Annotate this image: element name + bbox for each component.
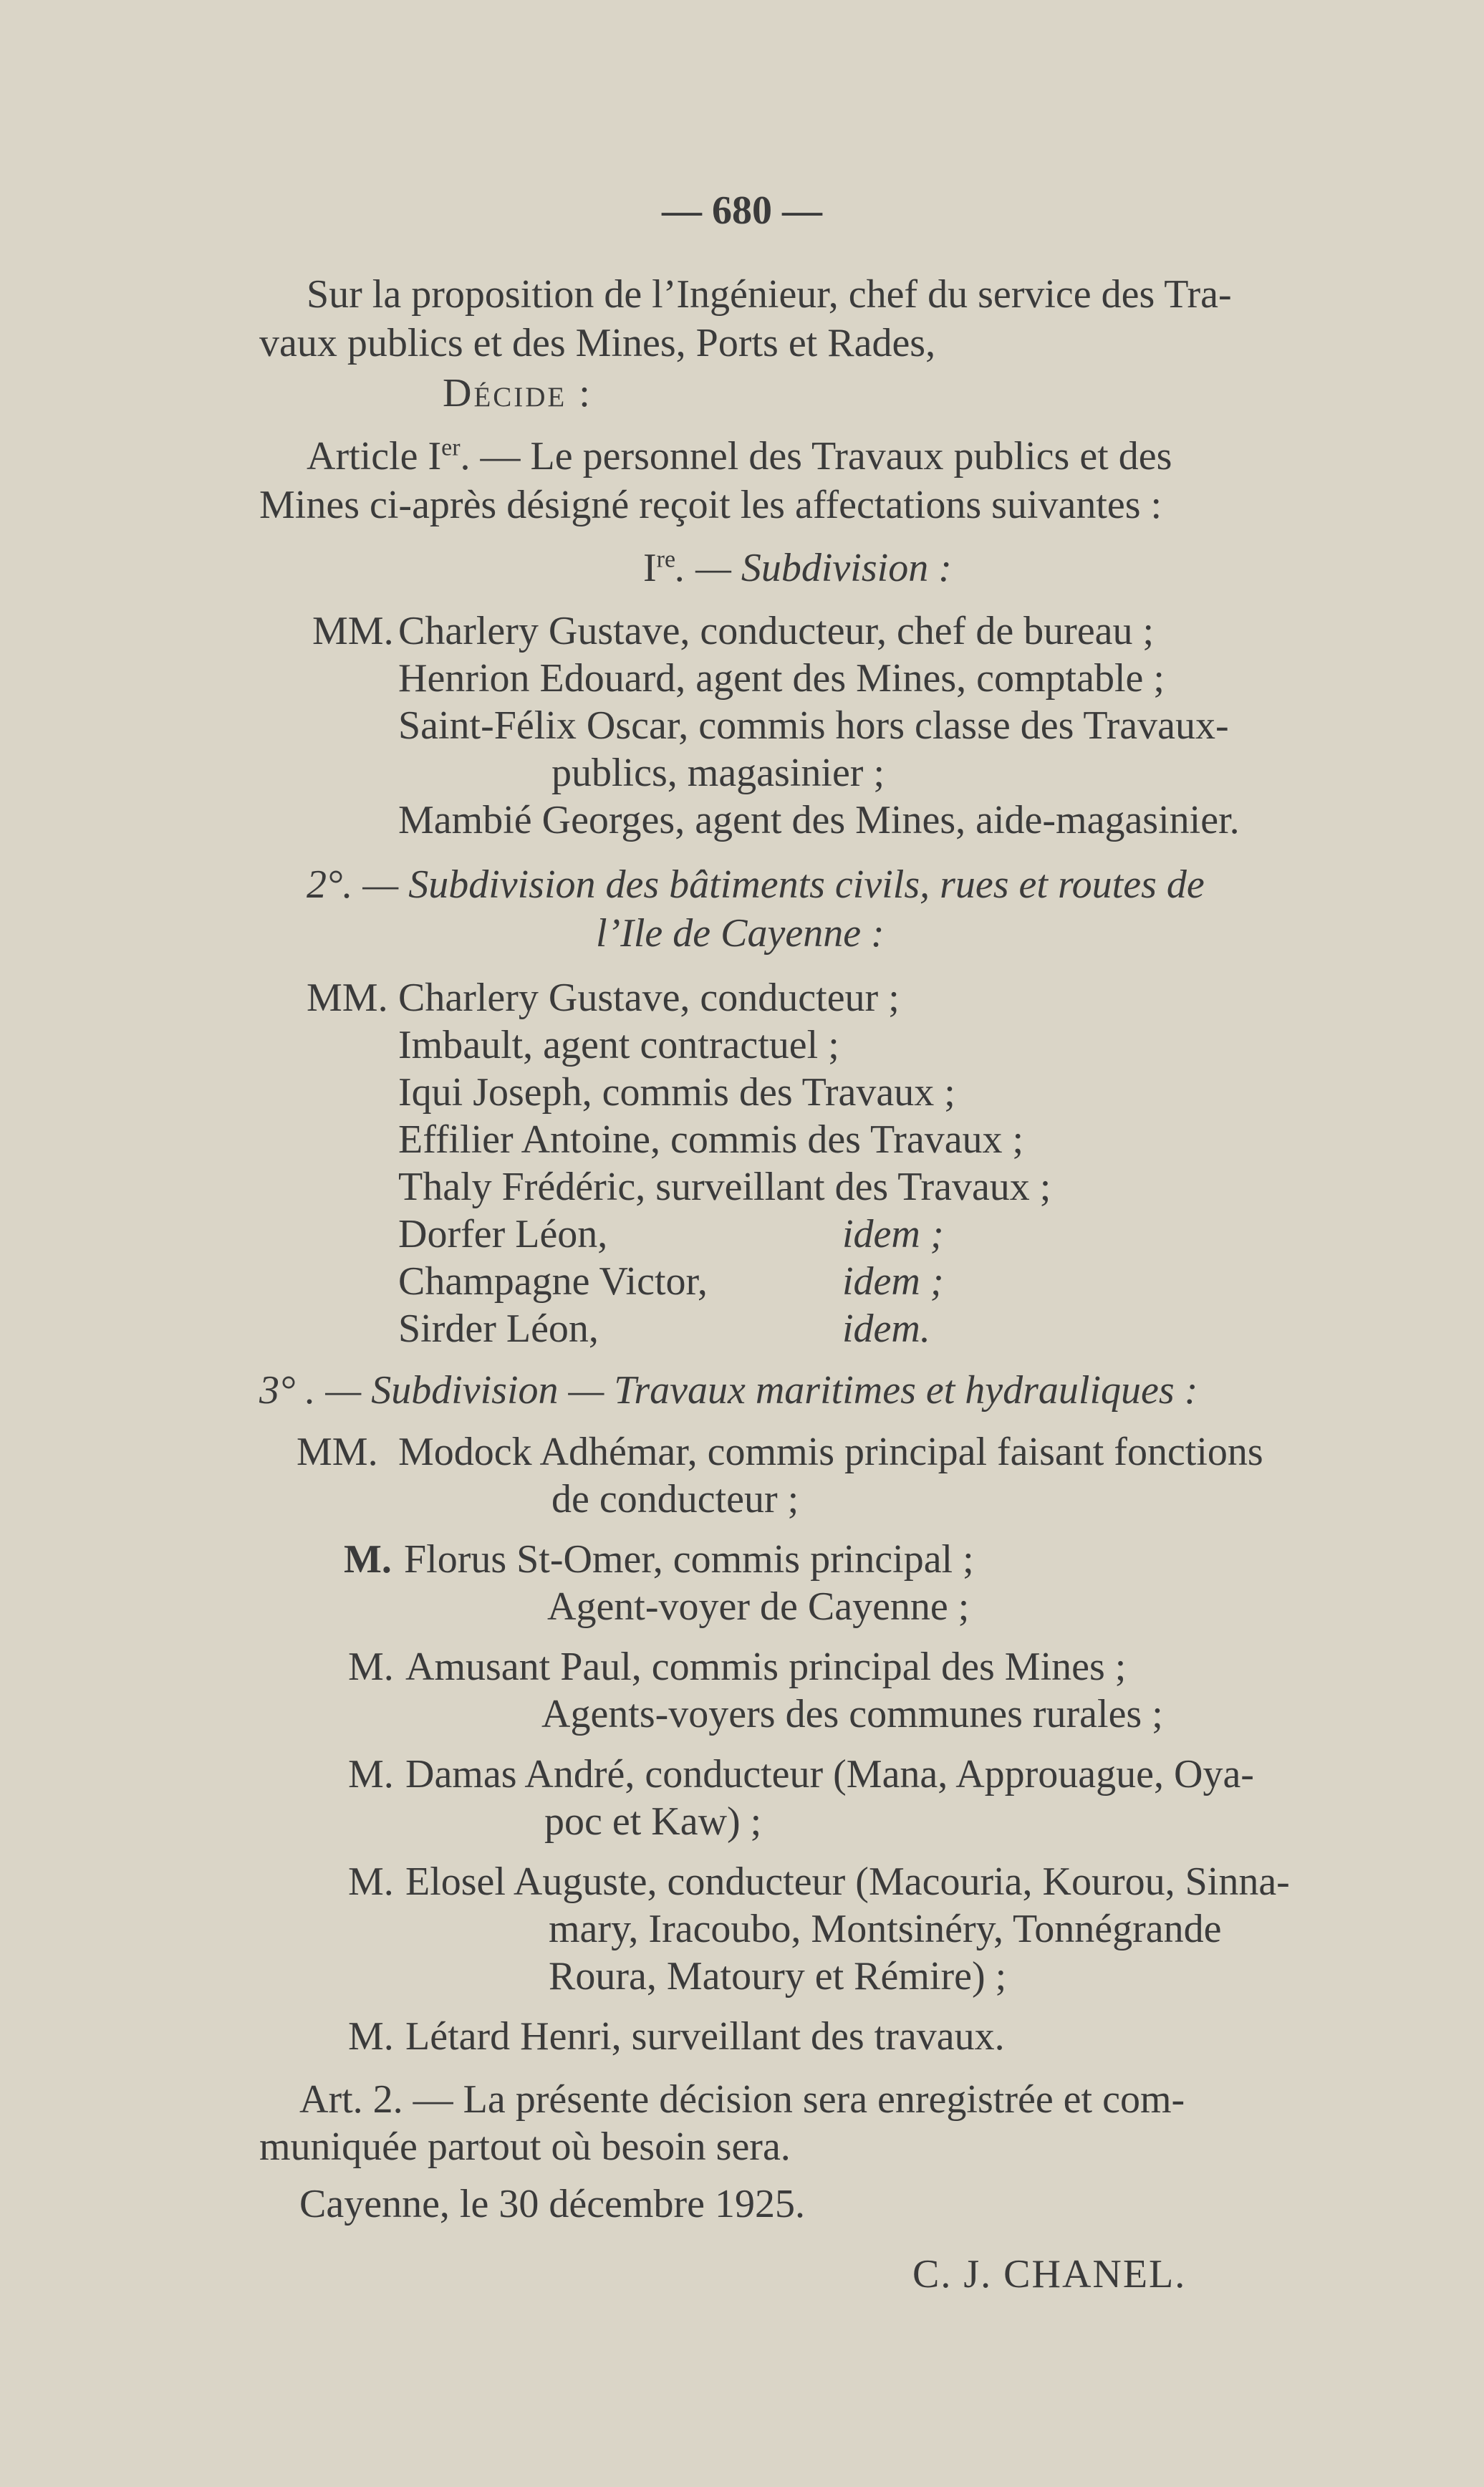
page-number: — 680 —: [662, 188, 822, 233]
idem-row-value: idem ;: [842, 1259, 944, 1304]
sub2-line-5: Thaly Frédéric, surveillant des Travaux ;: [398, 1165, 1051, 1209]
idem-row-name: Sirder Léon,: [398, 1307, 599, 1351]
sub3-entry-1-line-1: Modock Adhémar, commis principal faisant fonctions: [398, 1430, 1263, 1474]
sub3-entry-4-prefix: M.: [348, 1752, 394, 1796]
preamble-line-1: Sur la proposition de l’Ingénieur, chef du service des Tra-: [307, 272, 1232, 317]
signature: C. J. CHANEL.: [912, 2252, 1187, 2296]
sub3-entry-4-line-2: poc et Kaw) ;: [544, 1799, 762, 1844]
idem-row-value: idem.: [842, 1307, 930, 1351]
sub2-prefix: MM.: [307, 976, 388, 1020]
article-1-line-1: [307, 433, 1172, 480]
sub2-idem-row-1: [398, 1211, 944, 1258]
sub2-line-1: Charlery Gustave, conducteur ;: [398, 976, 900, 1020]
sub1-line-1: Charlery Gustave, conducteur, chef de bureau ;: [398, 609, 1155, 653]
preamble-line-2: vaux publics et des Mines, Ports et Rades,: [259, 321, 936, 365]
article-1-line-2: Mines ci-après désigné reçoit les affectations suivantes :: [259, 483, 1162, 527]
sub1-num: I: [643, 546, 657, 590]
sub3-entry-2-prefix: M.: [344, 1537, 392, 1582]
sub3-entry-1-prefix: MM.: [297, 1430, 378, 1474]
decide-heading: Décide :: [443, 371, 592, 415]
sub3-entry-6-line-1: Létard Henri, surveillant des travaux.: [405, 2014, 1005, 2059]
article-2-line-1: Art. 2. — La présente décision sera enregistrée et com-: [299, 2077, 1185, 2122]
article-2-line-2: muniquée partout où besoin sera.: [259, 2125, 791, 2169]
sub3-entry-4-line-1: Damas André, conducteur (Mana, Approuague, Oya-: [405, 1752, 1254, 1796]
article-1-line-1-rest: . — Le personnel des Travaux publics et des: [460, 434, 1172, 478]
sub3-entry-5-line-3: Roura, Matoury et Rémire) ;: [549, 1954, 1007, 1998]
place-date: Cayenne, le 30 décembre 1925.: [299, 2182, 805, 2226]
idem-row-value: idem ;: [842, 1212, 944, 1256]
sub3-entry-3-prefix: M.: [348, 1645, 394, 1689]
sub3-entry-5-prefix: M.: [348, 1860, 394, 1904]
sub3-entry-6-prefix: M.: [348, 2014, 394, 2059]
sub2-line-4: Effilier Antoine, commis des Travaux ;: [398, 1117, 1024, 1162]
sub2-idem-row-3: [398, 1305, 930, 1352]
sub3-entry-3-line-1: Amusant Paul, commis principal des Mines ;: [405, 1645, 1127, 1689]
sub1-line-2: Henrion Edouard, agent des Mines, comptable ;: [398, 656, 1165, 701]
sub1-title: . — Subdivision :: [675, 546, 952, 590]
sub3-entry-2-line-1: Florus St-Omer, commis principal ;: [404, 1537, 974, 1582]
sub3-entry-2-line-2: Agent-voyer de Cayenne ;: [547, 1584, 970, 1629]
sub2-line-3: Iqui Joseph, commis des Travaux ;: [398, 1070, 955, 1115]
article-1-label-sup: er: [441, 434, 461, 461]
sub2-heading-line-2: l’Ile de Cayenne :: [596, 911, 885, 956]
sub1-num-sup: re: [656, 546, 676, 573]
sub3-entry-5-line-2: mary, Iracoubo, Montsinéry, Tonnégrande: [549, 1907, 1222, 1951]
sub2-line-2: Imbault, agent contractuel ;: [398, 1023, 839, 1067]
sub3-entry-3-line-2: Agents-voyers des communes rurales ;: [541, 1692, 1163, 1736]
sub2-idem-row-2: [398, 1258, 944, 1305]
idem-row-name: Champagne Victor,: [398, 1259, 708, 1304]
sub1-line-4: publics, magasinier ;: [551, 751, 885, 795]
sub3-entry-1-line-2: de conducteur ;: [551, 1477, 799, 1521]
sub1-heading: [643, 544, 952, 592]
sub3-entry-5-line-1: Elosel Auguste, conducteur (Macouria, Kourou, Sinna-: [405, 1860, 1290, 1904]
article-1-label: Article I: [307, 434, 442, 478]
sub1-prefix: MM.: [312, 609, 394, 653]
sub1-line-3: Saint-Félix Oscar, commis hors classe des Travaux-: [398, 703, 1229, 748]
sub3-heading: 3° . — Subdivision — Travaux maritimes et hydrauliques :: [259, 1368, 1198, 1413]
sub2-heading-line-1: 2°. — Subdivision des bâtiments civils, rues et routes de: [307, 862, 1205, 907]
sub1-line-5: Mambié Georges, agent des Mines, aide-magasinier.: [398, 798, 1240, 842]
idem-row-name: Dorfer Léon,: [398, 1212, 608, 1256]
